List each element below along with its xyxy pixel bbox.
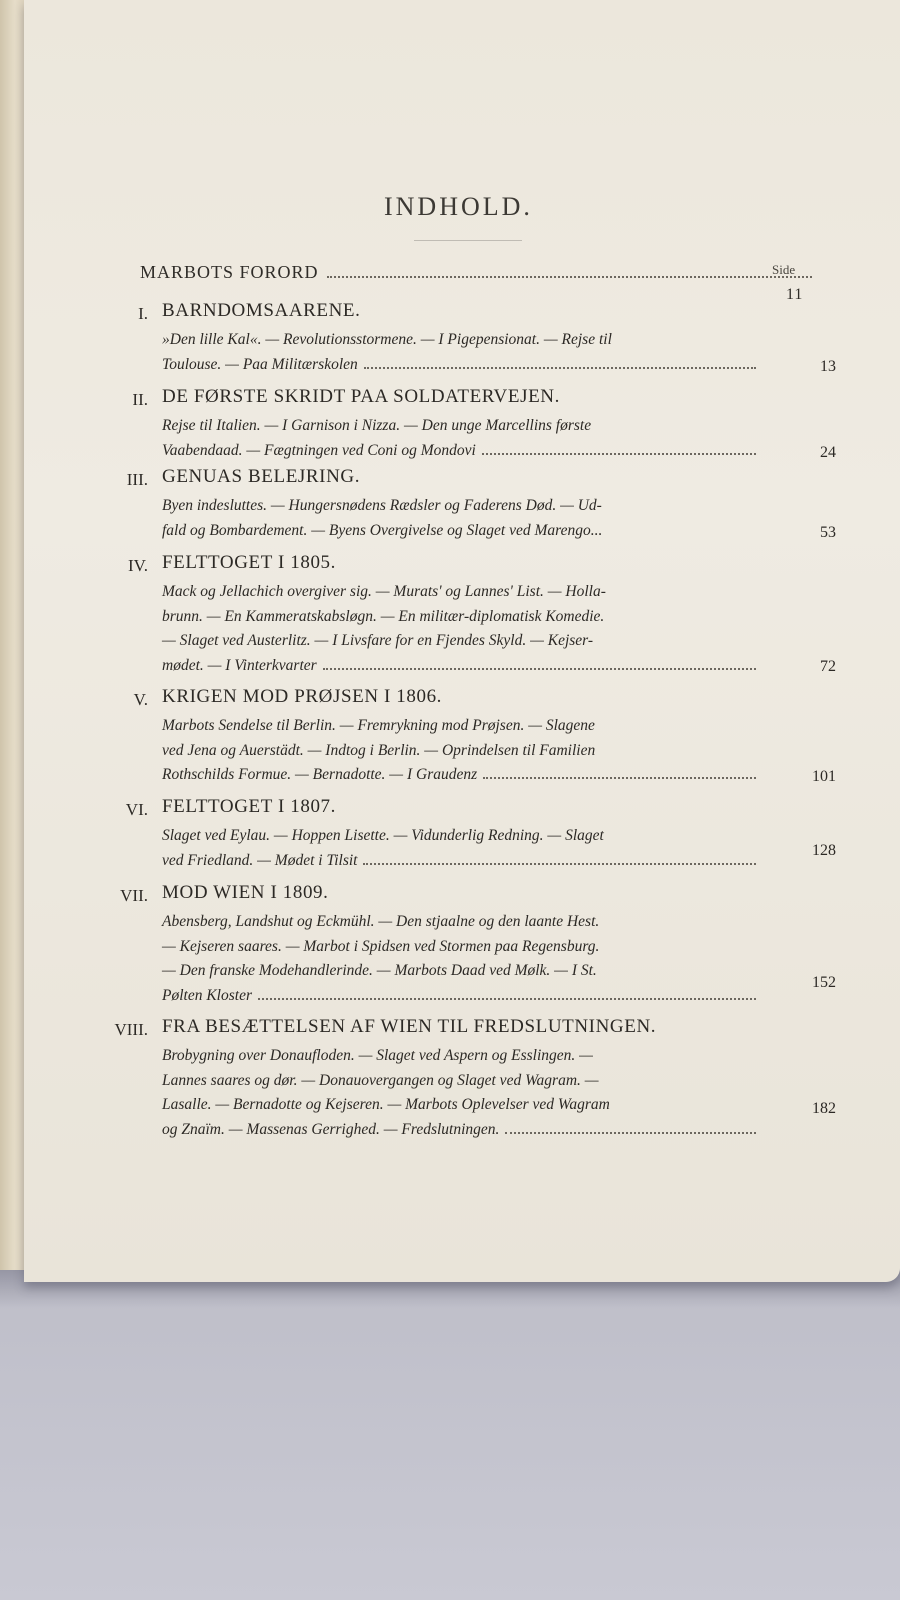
desc-line: Mack og Jellachich overgiver sig. — Murats' og Lannes' List. — Holla- [162,583,606,600]
chapter-title: GENUAS BELEJRING. [162,466,361,487]
chapter-number: VII. [120,886,148,905]
title-rule [414,240,522,241]
desc-line: Rothschilds Formue. — Bernadotte. — I Graudenz [162,766,478,783]
desc-line: Toulouse. — Paa Militærskolen [162,355,358,373]
desc-line: Slaget ved Eylau. — Hoppen Lisette. — Vidunderlig Redning. — Slaget [162,827,604,844]
desc-line: Brobygning over Donaufloden. — Slaget ved Aspern og Esslingen. — [162,1047,593,1064]
desc-line: — Kejseren saares. — Marbot i Spidsen ved Stormen paa Regensburg. [162,937,600,955]
desc-line: ved Friedland. — Mødet i Tilsit [162,851,358,869]
chapter-page: 13 [820,358,836,375]
desc-line: ved Jena og Auerstädt. — Indtog i Berlin. — Oprindelsen til Familien [162,741,596,759]
desc-line: fald og Bombardement. — Byens Overgivelse og Slaget ved Marengo... [162,521,603,539]
dot-leader [363,863,756,865]
chapter-title: FELTTOGET I 1807. [162,796,336,817]
desc-line: Lasalle. — Bernadotte og Kejseren. — Marbots Oplevelser ved Wagram [162,1096,610,1113]
chapter-description [162,910,762,1008]
chapter-page: 24 [820,444,836,461]
dot-leader [323,668,756,670]
foreword-page: 11 [786,286,804,303]
chapter-page: 182 [812,1100,836,1117]
desc-line: »Den lille Kal«. — Revolutionsstormene. — I Pigepensionat. — Rejse til [162,331,612,348]
page-title: INDHOLD. [384,192,533,221]
chapter-number: IV. [128,556,148,575]
chapter-description [162,580,762,678]
desc-line: Rejse til Italien. — I Garnison i Nizza. — Den unge Marcellins første [162,417,592,434]
dot-leader [482,453,756,455]
book-page [24,0,900,1282]
chapter-number: III. [126,470,148,489]
chapter-title: KRIGEN MOD PRØJSEN I 1806. [162,686,443,707]
desc-line: brunn. — En Kammeratskabsløgn. — En militær-diplomatisk Komedie. [162,607,605,625]
desc-line: — Den franske Modehandlerinde. — Marbots Daad ved Mølk. — I St. [162,962,597,979]
desc-line: Pølten Kloster [162,986,252,1004]
chapter-number: VIII. [114,1020,148,1039]
desc-line: mødet. — I Vinterkvarter [162,656,317,674]
chapter-description [162,414,762,463]
chapter-number: V. [133,690,148,709]
chapter-page: 128 [812,842,836,859]
dot-leader [258,998,756,1000]
dot-leader [483,777,756,779]
foreword-entry [140,262,820,303]
chapter-page: 152 [812,974,836,991]
chapter-description [162,714,762,788]
chapter-title: FELTTOGET I 1805. [162,552,336,573]
chapter-description [162,824,762,873]
chapter-title: DE FØRSTE SKRIDT PAA SOLDATERVEJEN. [162,386,560,407]
foreword-title: MARBOTS FORORD [140,262,319,282]
chapter-number: I. [138,304,148,323]
desc-line: Vaabendaad. — Fægtningen ved Coni og Mondovi [162,441,476,459]
desc-line: — Slaget ved Austerlitz. — I Livsfare for en Fjendes Skyld. — Kejser- [162,632,594,649]
chapter-title: MOD WIEN I 1809. [162,882,329,903]
desc-line: Lannes saares og dør. — Donauovergangen og Slaget ved Wagram. — [162,1071,599,1089]
page-column-label: Side [772,262,796,277]
chapter-title: BARNDOMSAARENE. [162,300,361,321]
desc-line: Marbots Sendelse til Berlin. — Fremrykning mod Prøjsen. — Slagene [162,717,595,734]
desc-line: Byen indesluttes. — Hungersnødens Rædsler og Faderens Død. — Ud- [162,497,602,514]
desc-line: og Znaïm. — Massenas Gerrighed. — Fredslutningen. [162,1120,500,1138]
chapter-page: 72 [820,658,836,675]
chapter-number: II. [132,390,148,409]
desc-line: Abensberg, Landshut og Eckmühl. — Den stjaalne og den laante Hest. [162,913,600,930]
dot-leader [327,276,812,278]
chapter-description [162,494,762,543]
chapter-number: VI. [125,800,148,819]
dot-leader [364,367,756,369]
chapter-title: FRA BESÆTTELSEN AF WIEN TIL FREDSLUTNINGEN. [162,1016,657,1037]
chapter-description [162,1044,762,1142]
dot-leader [505,1132,756,1134]
chapter-page: 101 [812,768,836,785]
chapter-description [162,328,762,377]
chapter-page: 53 [820,524,836,541]
